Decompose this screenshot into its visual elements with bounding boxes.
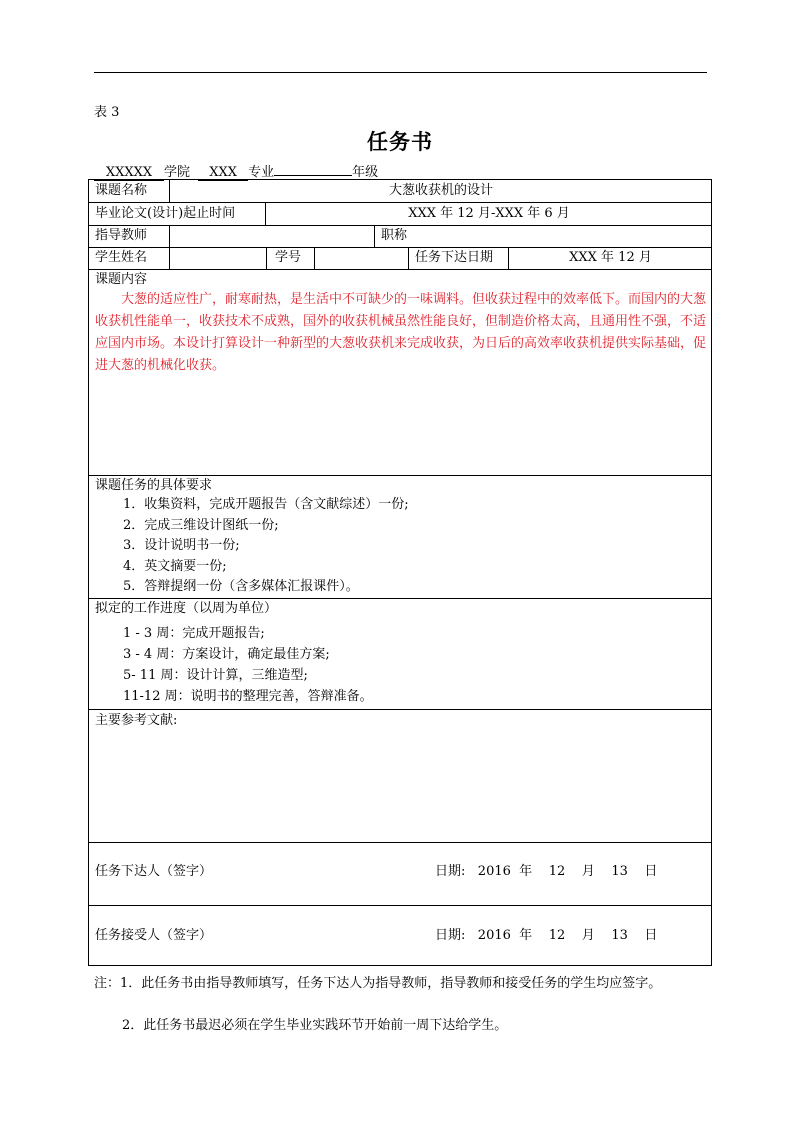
requirements-list xyxy=(123,495,409,598)
references-heading: 主要参考文献: xyxy=(95,713,178,728)
topic-name-label: 课题名称 xyxy=(95,183,148,198)
receiver-signature-label: 任务接受人（签字） xyxy=(95,928,213,943)
major-field: XXX xyxy=(198,165,248,181)
topic-name-value: 大葱收获机的设计 xyxy=(388,183,493,198)
requirement-item: 1．收集资料，完成开题报告（含文献综述）一份; xyxy=(123,497,409,512)
college-label: 学院 xyxy=(164,165,191,180)
requirement-item: 5．答辩提纲一份（含多媒体汇报课件）。 xyxy=(123,579,359,594)
period-value: XXX 年 12 月-XXX 年 6 月 xyxy=(408,206,570,221)
page-title: 任务书 xyxy=(367,129,433,154)
major-label: 专业 xyxy=(248,165,275,180)
college-field: XXXXX xyxy=(94,165,164,181)
period-label: 毕业论文(设计)起止时间 xyxy=(95,206,236,221)
grade-field xyxy=(274,175,352,176)
schedule-list xyxy=(123,623,373,707)
advisor-title-label: 职称 xyxy=(381,228,408,243)
issue-date-label: 任务下达日期 xyxy=(415,250,494,265)
requirement-item: 3．设计说明书一份; xyxy=(123,538,240,553)
student-info-line xyxy=(94,161,378,181)
requirement-item: 4．英文摘要一份; xyxy=(123,558,227,574)
grade-label: 年级 xyxy=(352,165,379,180)
footnote-1: 注：1．此任务书由指导教师填写，任务下达人为指导教师，指导教师和接受任务的学生均应签字。 xyxy=(94,976,662,991)
schedule-item: 5- 11 周：设计计算，三维造型; xyxy=(123,668,308,683)
footnote-2: 2．此任务书最迟必须在学生毕业实践环节开始前一周下达给学生。 xyxy=(122,1018,508,1033)
table-number: 表 3 xyxy=(94,105,120,120)
issue-date-value: XXX 年 12 月 xyxy=(569,250,652,265)
student-id-label: 学号 xyxy=(275,250,302,265)
issuer-signature-label: 任务下达人（签字） xyxy=(95,864,213,879)
advisor-label: 指导教师 xyxy=(95,228,148,243)
schedule-item: 1 - 3 周：完成开题报告; xyxy=(123,626,265,641)
receiver-date: 日期: 2016 年 12 月 13 日 xyxy=(435,928,658,943)
schedule-heading: 拟定的工作进度（以周为单位） xyxy=(95,601,278,616)
content-heading: 课题内容 xyxy=(95,272,148,287)
schedule-item: 3 - 4 周：方案设计，确定最佳方案; xyxy=(123,647,330,662)
requirements-heading: 课题任务的具体要求 xyxy=(95,478,213,493)
requirement-item: 2．完成三维设计图纸一份; xyxy=(123,517,279,533)
header-rule xyxy=(94,72,707,73)
task-form-table xyxy=(88,179,712,966)
schedule-item: 11-12 周：说明书的整理完善，答辩准备。 xyxy=(123,689,373,704)
issuer-date: 日期: 2016 年 12 月 13 日 xyxy=(435,864,658,879)
content-paragraph: 大葱的适应性广，耐寒耐热，是生活中不可缺少的一味调料。但收获过程中的效率低下。而国内的大葱收获机性能单一，收获技术不成熟，国外的收获机械虽然性能良好，但制造价格太高，且通用性不强，不适应国内市场。本设计打算设计一种新型的大葱收获机来完成收获，为日后的高效率收获机提供实际基础，促进大葱的机械化收获。 xyxy=(95,292,707,373)
student-name-label: 学生姓名 xyxy=(95,250,148,265)
